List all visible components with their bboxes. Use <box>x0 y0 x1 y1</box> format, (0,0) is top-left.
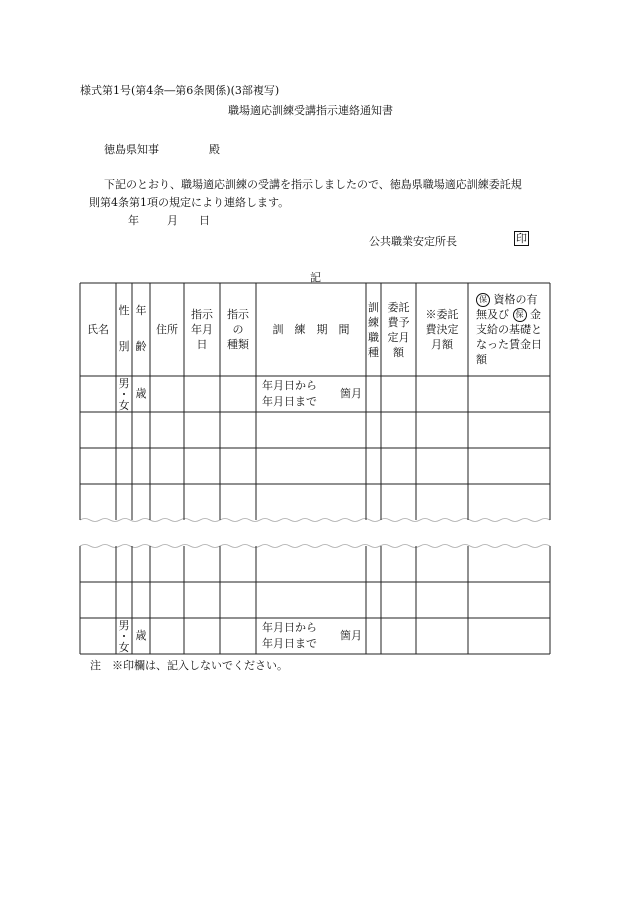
header-instruction-type: 指示 の 種類 <box>227 308 249 351</box>
row-last-period-to: 年月日まで <box>262 637 317 650</box>
insurance-line-2b: 金 <box>530 308 541 321</box>
row-last-period-from: 年月日から <box>262 621 317 634</box>
date-month: 月 <box>167 214 178 227</box>
footnote: 注 ※印欄は、記入しないでください。 <box>90 659 288 672</box>
insurance-line-3: 支給の基礎と <box>476 323 542 336</box>
insurance-line-4: なった賃金日 <box>476 338 542 351</box>
header-address: 住所 <box>156 322 178 336</box>
insurance-line-1: 資格の有 <box>493 293 538 306</box>
header-sex-top: 性 <box>118 304 130 317</box>
insurance-circle-icon-2: 保 <box>513 308 527 322</box>
insurance-circle-icon: 保 <box>476 293 490 307</box>
row1-period-from: 年月日から <box>262 379 317 392</box>
header-insurance <box>468 283 550 376</box>
row-last-months: 箇月 <box>340 629 362 642</box>
ki-heading: 記 <box>310 271 321 284</box>
sender-office: 公共職業安定所長 <box>369 235 457 248</box>
insurance-line-5: 額 <box>476 353 487 366</box>
header-name: 氏名 <box>87 322 109 336</box>
row-last-sex: 男 ・ 女 <box>118 618 130 654</box>
row1-age: 歳 <box>135 387 147 400</box>
form-number: 様式第1号(第4条―第6条関係)(3部複写) <box>80 84 280 97</box>
insurance-line-2: 無及び <box>476 308 509 321</box>
date-day: 日 <box>199 214 210 227</box>
row1-sex: 男 ・ 女 <box>118 376 130 412</box>
addressee-honorific: 殿 <box>209 143 220 156</box>
header-age-bottom: 齢 <box>135 340 147 353</box>
header-age-top: 年 <box>135 304 147 317</box>
addressee-name: 徳島県知事 <box>104 143 159 156</box>
row-last-age: 歳 <box>135 629 147 642</box>
body-line-2: 則第4条第1項の規定により連絡します。 <box>89 196 290 209</box>
header-instruction-date: 指示 年月 日 <box>191 308 213 351</box>
seal-mark: 印 <box>516 232 527 245</box>
header-sex-bottom: 別 <box>118 340 130 353</box>
body-line-1: 下記のとおり、職場適応訓練の受講を指示しましたので、徳島県職場適応訓練委託規 <box>104 178 522 191</box>
header-fee-planned: 委託 費予 定月 額 <box>387 300 410 359</box>
row1-period-to: 年月日まで <box>262 395 317 408</box>
header-fee-decided: ※委託 費決定 月額 <box>425 308 459 351</box>
row1-months: 箇月 <box>340 387 362 400</box>
date-year: 年 <box>128 214 139 227</box>
header-training-job: 訓 練 職 種 <box>368 300 379 359</box>
document-title: 職場適応訓練受講指示連絡通知書 <box>228 104 393 117</box>
header-training-period: 訓 練 期 間 <box>272 322 350 336</box>
